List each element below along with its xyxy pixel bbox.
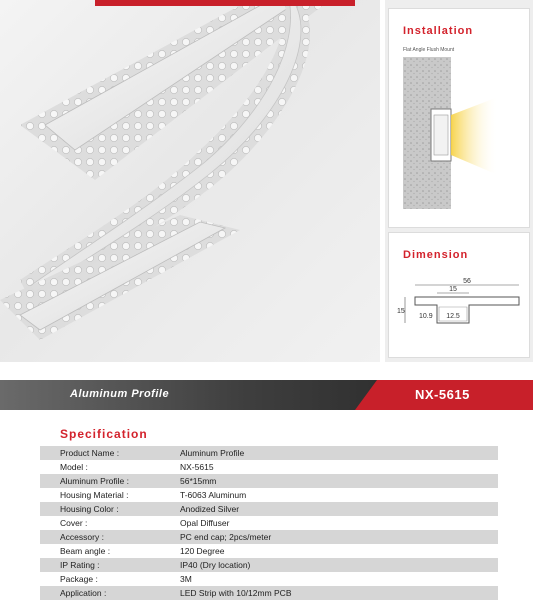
- spec-value: 3M: [180, 574, 192, 584]
- specification-table: [40, 446, 498, 600]
- spec-label: Aluminum Profile :: [60, 476, 129, 486]
- spec-value: Opal Diffuser: [180, 518, 230, 528]
- spec-label: Accessory :: [60, 532, 104, 542]
- table-row: [40, 474, 498, 488]
- installation-subtitle: Flat Angle Flush Mount: [403, 47, 455, 53]
- top-red-bar: [95, 0, 355, 6]
- spec-label: Model :: [60, 462, 88, 472]
- dim-bottom-width: 12.5: [446, 313, 460, 320]
- spec-value: IP40 (Dry location): [180, 560, 251, 570]
- spec-value: T-6063 Aluminum: [180, 490, 247, 500]
- banner-model: NX-5615: [415, 387, 470, 402]
- spec-value: 56*15mm: [180, 476, 217, 486]
- spec-label: Housing Color :: [60, 504, 119, 514]
- dimension-card: [388, 232, 530, 358]
- banner-dark-bar: [0, 380, 400, 410]
- dim-overall-width: 56: [463, 278, 471, 285]
- spec-label: Beam angle :: [60, 546, 111, 556]
- specification-title: Specification: [60, 427, 148, 441]
- table-row: [40, 558, 498, 572]
- table-row: [40, 502, 498, 516]
- table-row: [40, 460, 498, 474]
- installation-card: [388, 8, 530, 228]
- banner-title: Aluminum Profile: [70, 388, 170, 400]
- dim-inner-width: 15: [449, 286, 457, 293]
- spec-label: Cover :: [60, 518, 88, 528]
- spec-label: Application :: [60, 588, 107, 598]
- installation-diagram: [403, 57, 515, 209]
- spec-value: NX-5615: [180, 462, 214, 472]
- table-row: [40, 544, 498, 558]
- table-row: [40, 572, 498, 586]
- dimension-title: Dimension: [403, 249, 469, 261]
- installation-title: Installation: [403, 25, 474, 37]
- spec-label: IP Rating :: [60, 560, 100, 570]
- product-photo: [0, 0, 380, 362]
- spec-label: Housing Material :: [60, 490, 129, 500]
- table-row: [40, 446, 498, 460]
- profile-illustration: [0, 0, 380, 362]
- spec-value: 120 Degree: [180, 546, 225, 556]
- spec-label: Package :: [60, 574, 98, 584]
- dim-left-depth: 10.9: [419, 313, 433, 320]
- spec-value: LED Strip with 10/12mm PCB: [180, 588, 292, 598]
- table-row: [40, 488, 498, 502]
- table-row: [40, 516, 498, 530]
- spec-label: Product Name :: [60, 448, 120, 458]
- spec-value: PC end cap; 2pcs/meter: [180, 532, 272, 542]
- table-row: [40, 586, 498, 600]
- spec-value: Aluminum Profile: [180, 448, 245, 458]
- product-banner: [0, 380, 533, 410]
- table-row: [40, 530, 498, 544]
- dimension-diagram: [397, 275, 525, 345]
- dim-height: 15: [397, 308, 405, 315]
- spec-value: Anodized Silver: [180, 504, 240, 514]
